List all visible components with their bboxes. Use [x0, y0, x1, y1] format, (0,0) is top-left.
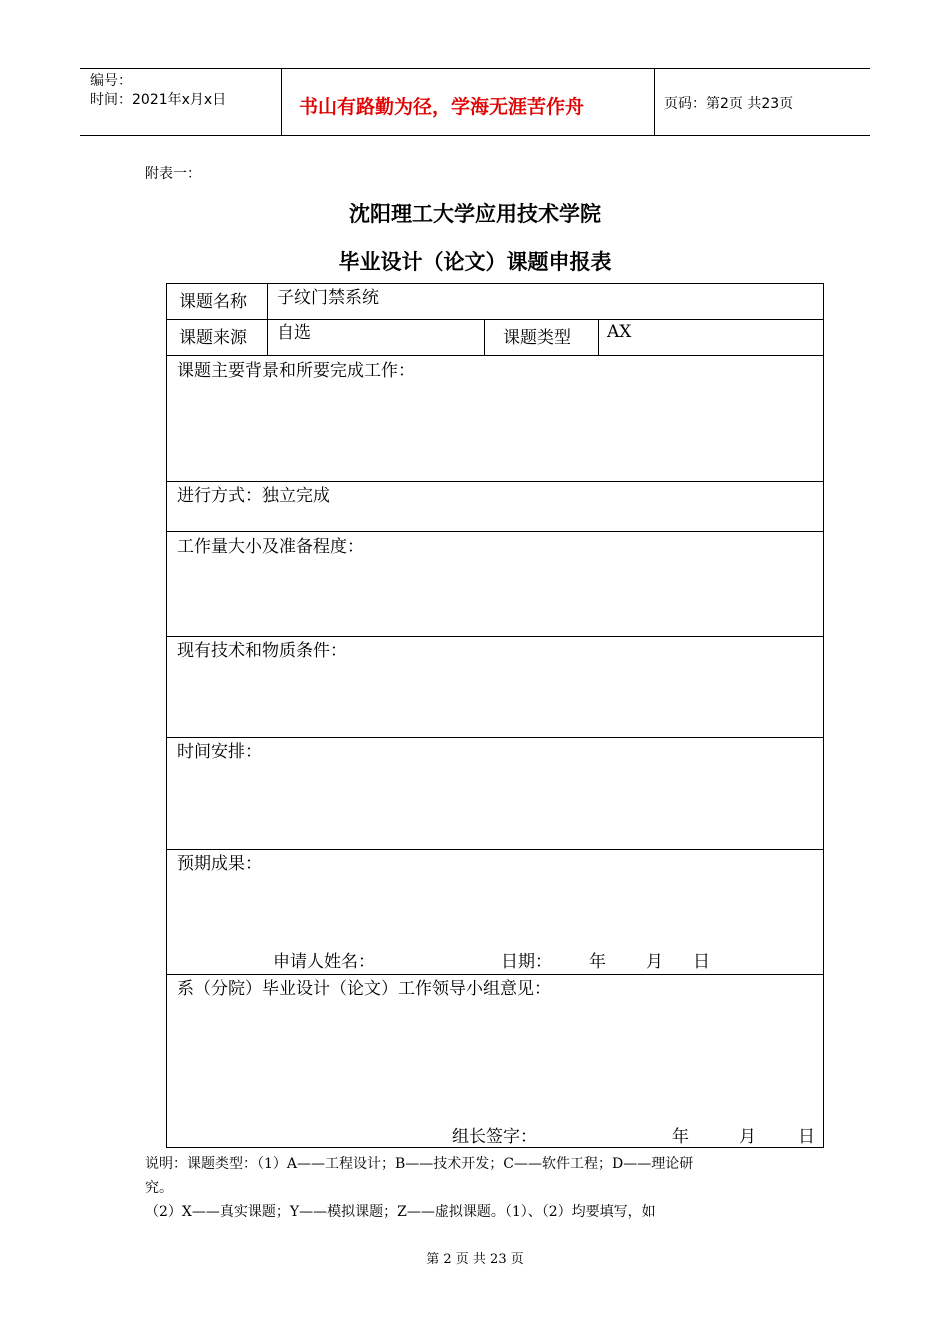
note-line: （2）X——真实课题；Y——模拟课题；Z——虚拟课题。（1）、（2）均要填写，如 — [145, 1204, 656, 1220]
header-page-info: 页码：第2页 共23页 — [664, 96, 794, 112]
applicant-name-label: 申请人姓名： — [273, 952, 375, 972]
column-divider — [267, 284, 268, 355]
conditions-label: 现有技术和物质条件： — [177, 641, 347, 661]
document-number: 编号： — [90, 73, 132, 89]
committee-opinion-label: 系（分院）毕业设计（论文）工作领导小组意见： — [177, 979, 551, 999]
leader-signature-label: 组长签字： — [452, 1127, 537, 1147]
header-divider — [281, 68, 282, 136]
work-method-label: 进行方式：独立完成 — [177, 486, 330, 506]
page-footer: 第 2 页 共 23 页 — [426, 1252, 524, 1267]
signature-year-label: 年 — [672, 1127, 689, 1147]
row-divider — [167, 531, 823, 532]
row-divider — [167, 974, 823, 975]
topic-source-label: 课题来源 — [179, 328, 247, 348]
workload-label: 工作量大小及准备程度： — [177, 537, 364, 557]
signature-month-label: 月 — [739, 1127, 756, 1147]
row-divider — [167, 355, 823, 356]
topic-name-value: 子纹门禁系统 — [277, 288, 379, 308]
header-top-rule — [80, 68, 870, 69]
header-bottom-rule — [80, 135, 870, 136]
row-divider — [167, 481, 823, 482]
row-divider — [167, 737, 823, 738]
topic-name-label: 课题名称 — [179, 292, 247, 312]
expected-results-label: 预期成果： — [177, 854, 262, 874]
signature-day-label: 日 — [798, 1127, 815, 1147]
header-divider — [654, 68, 655, 136]
topic-source-value: 自选 — [277, 323, 311, 343]
application-date-label: 日期： — [501, 952, 552, 972]
column-divider — [598, 319, 599, 355]
application-form-table — [166, 283, 824, 1148]
column-divider — [484, 319, 485, 355]
topic-type-label: 课题类型 — [503, 328, 571, 348]
background-label: 课题主要背景和所要完成工作： — [177, 361, 415, 381]
document-time: 时间：2021年x月x日 — [90, 92, 227, 108]
header-motto: 书山有路勤为径，学海无涯苦作舟 — [299, 96, 585, 118]
row-divider — [167, 636, 823, 637]
application-year-label: 年 — [589, 952, 606, 972]
row-divider — [167, 319, 823, 320]
schedule-label: 时间安排： — [177, 742, 262, 762]
appendix-label: 附表一： — [145, 166, 201, 182]
topic-type-value: AX — [607, 322, 632, 342]
school-title: 沈阳理工大学应用技术学院 — [349, 202, 601, 226]
note-line: 究。 — [145, 1180, 173, 1196]
note-line: 说明：课题类型：（1）A——工程设计；B——技术开发；C——软件工程；D——理论研 — [145, 1156, 694, 1172]
application-day-label: 日 — [693, 952, 710, 972]
row-divider — [167, 849, 823, 850]
application-month-label: 月 — [646, 952, 663, 972]
form-title: 毕业设计（论文）课题申报表 — [338, 250, 612, 274]
